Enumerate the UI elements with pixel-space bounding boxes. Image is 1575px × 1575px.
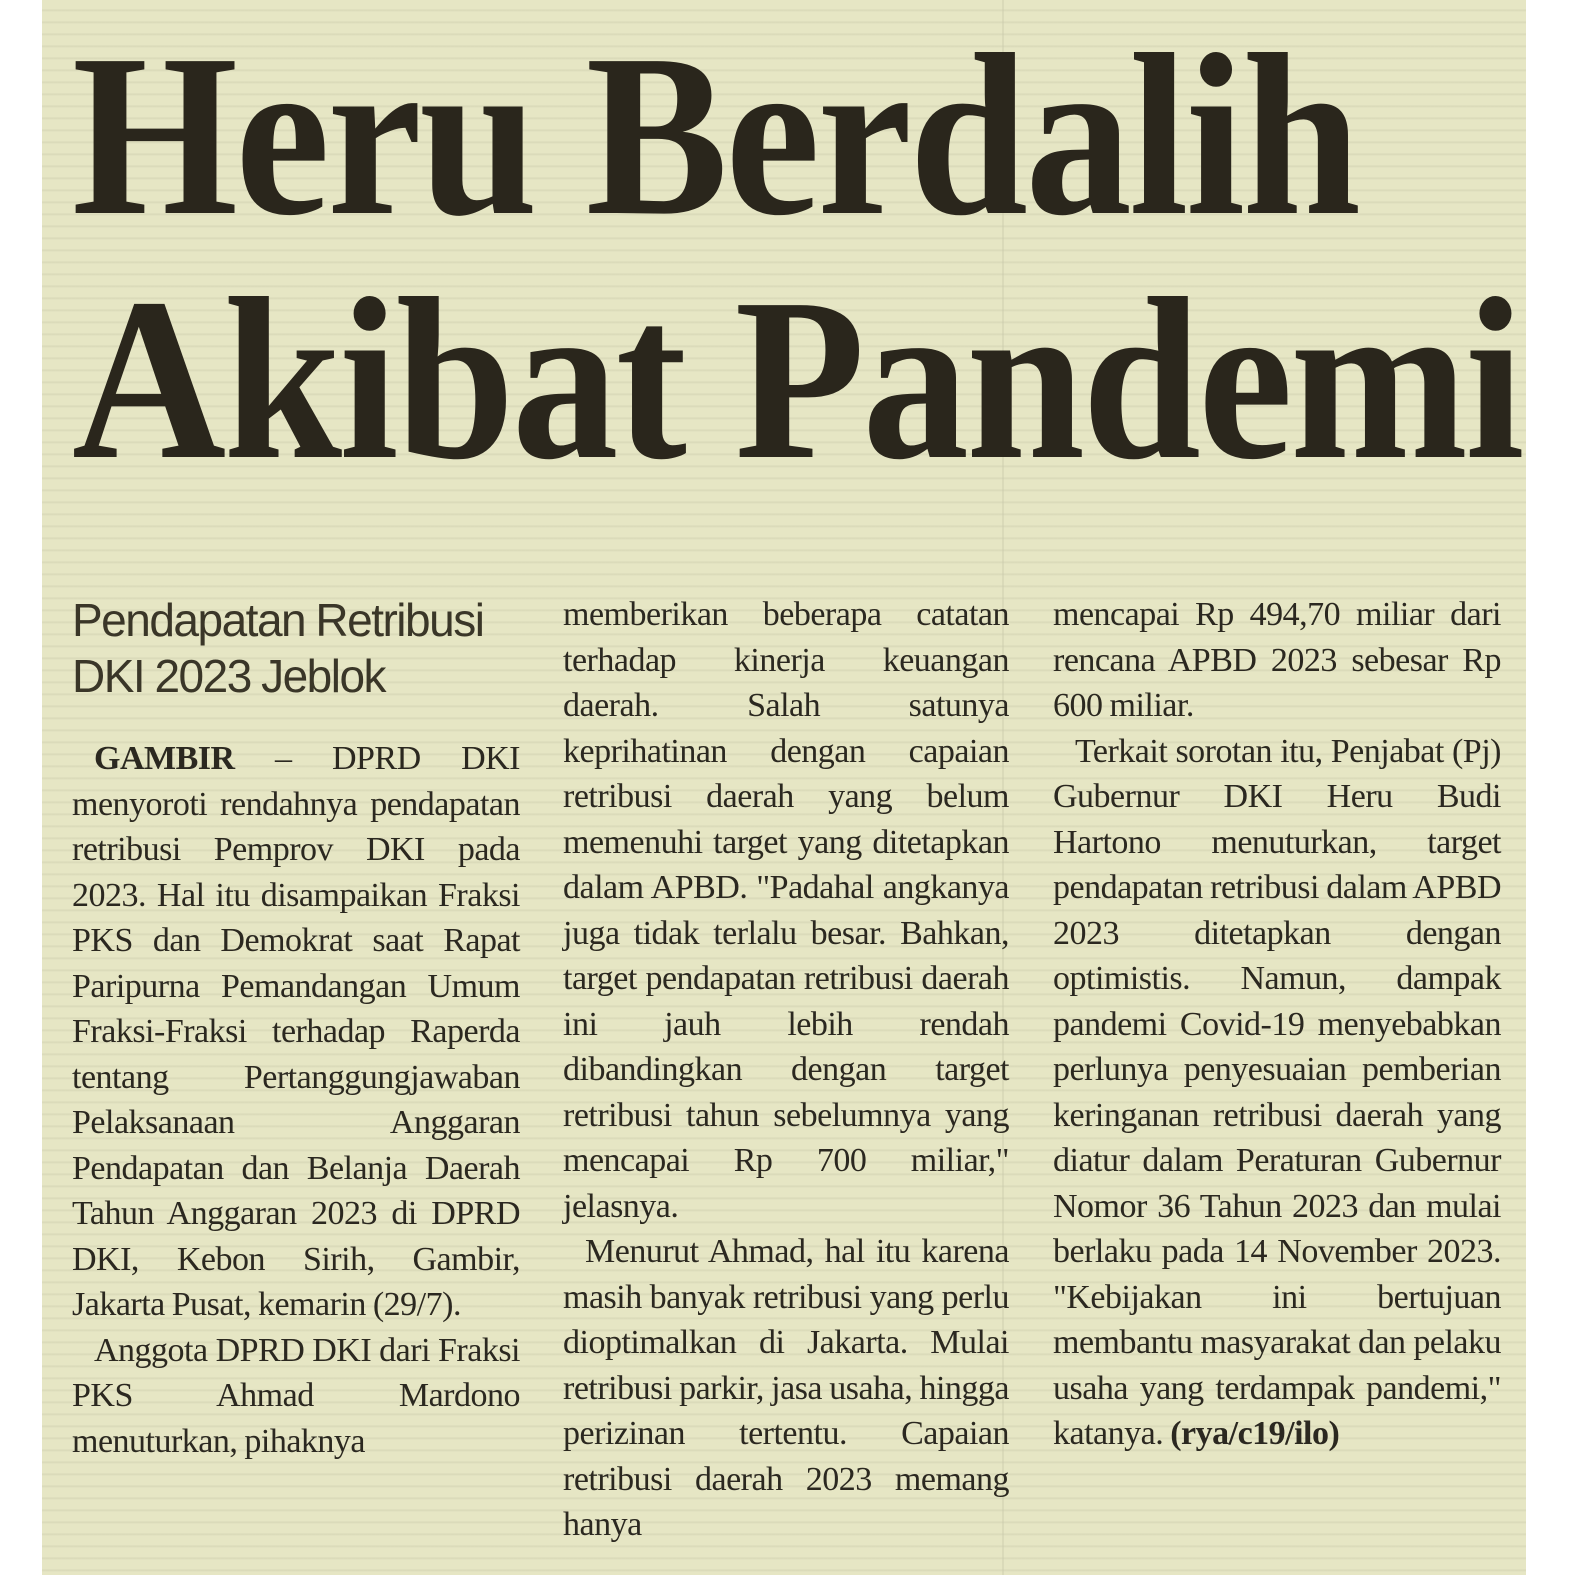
- article-paragraph: memberikan beberapa catatan terhadap kinerja keuangan daerah. Salah satunya keprihatinan dengan capaian retribusi daerah yang belum memenuhi target yang ditetapkan dalam APBD. "Padahal angkanya juga tidak terlalu besar. Bahkan, target pendapatan retribusi daerah ini jauh lebih rendah dibandingkan dengan target retribusi tahun sebelumnya yang mencapai Rp 700 miliar," jelasnya.: [563, 596, 1009, 1225]
- article-column-1: [72, 592, 520, 1464]
- article-paragraph: [1053, 729, 1501, 1457]
- subheadline-line-1: Pendapatan Retribusi: [72, 594, 484, 646]
- article-column-2: [563, 592, 1009, 1548]
- newspaper-clipping: [42, 0, 1526, 1575]
- headline-line-2: Akibat Pandemi: [72, 251, 1522, 508]
- headline: [72, 7, 1522, 508]
- byline-credit: (rya/c19/ilo): [1170, 1415, 1340, 1452]
- article-paragraph: Anggota DPRD DKI dari Fraksi PKS Ahmad Mardono menuturkan, pihaknya: [72, 1331, 520, 1460]
- article-paragraph: Menurut Ahmad, hal itu karena masih banyak retribusi yang perlu dioptimalkan di Jakarta. Mulai retribusi parkir, jasa usaha, hingga perizinan tertentu. Capaian retribusi daerah 2023 memang hanya: [563, 1233, 1009, 1543]
- paragraph-text: Terkait sorotan itu, Penjabat (Pj) Gubernur DKI Heru Budi Hartono menuturkan, target pendapatan retribusi dalam APBD 2023 ditetapkan dengan optimistis. Namun, dampak pandemi Covid-19 menyebabkan perlunya penyesuaian pemberian keringanan retribusi daerah yang diatur dalam Peraturan Gubernur Nomor 36 Tahun 2023 dan mulai berlaku pada 14 November 2023. "Kebijakan ini bertujuan membantu masyarakat dan pelaku usaha yang terdampak pandemi," katanya.: [1053, 732, 1501, 1452]
- subheadline-line-2: DKI 2023 Jeblok: [72, 650, 386, 702]
- subheadline: [72, 592, 520, 704]
- article-column-3: [1053, 592, 1501, 1457]
- article-paragraph: mencapai Rp 494,70 miliar dari rencana APBD 2023 sebesar Rp 600 miliar.: [1053, 596, 1501, 724]
- article-paragraph: [72, 736, 520, 1328]
- dateline: GAMBIR: [94, 740, 235, 777]
- headline-line-1: Heru Berdalih: [72, 7, 1359, 264]
- paragraph-text: – DPRD DKI menyoroti rendahnya pendapatan retribusi Pemprov DKI pada 2023. Hal itu disampaikan Fraksi PKS dan Demokrat saat Rapat Paripurna Pemandangan Umum Fraksi-Fraksi terhadap Raperda tentang Pertanggungjawaban Pelaksanaan Anggaran Pendapatan dan Belanja Daerah Tahun Anggaran 2023 di DPRD DKI, Kebon Sirih, Gambir, Jakarta Pusat, kemarin (29/7).: [72, 740, 520, 1323]
